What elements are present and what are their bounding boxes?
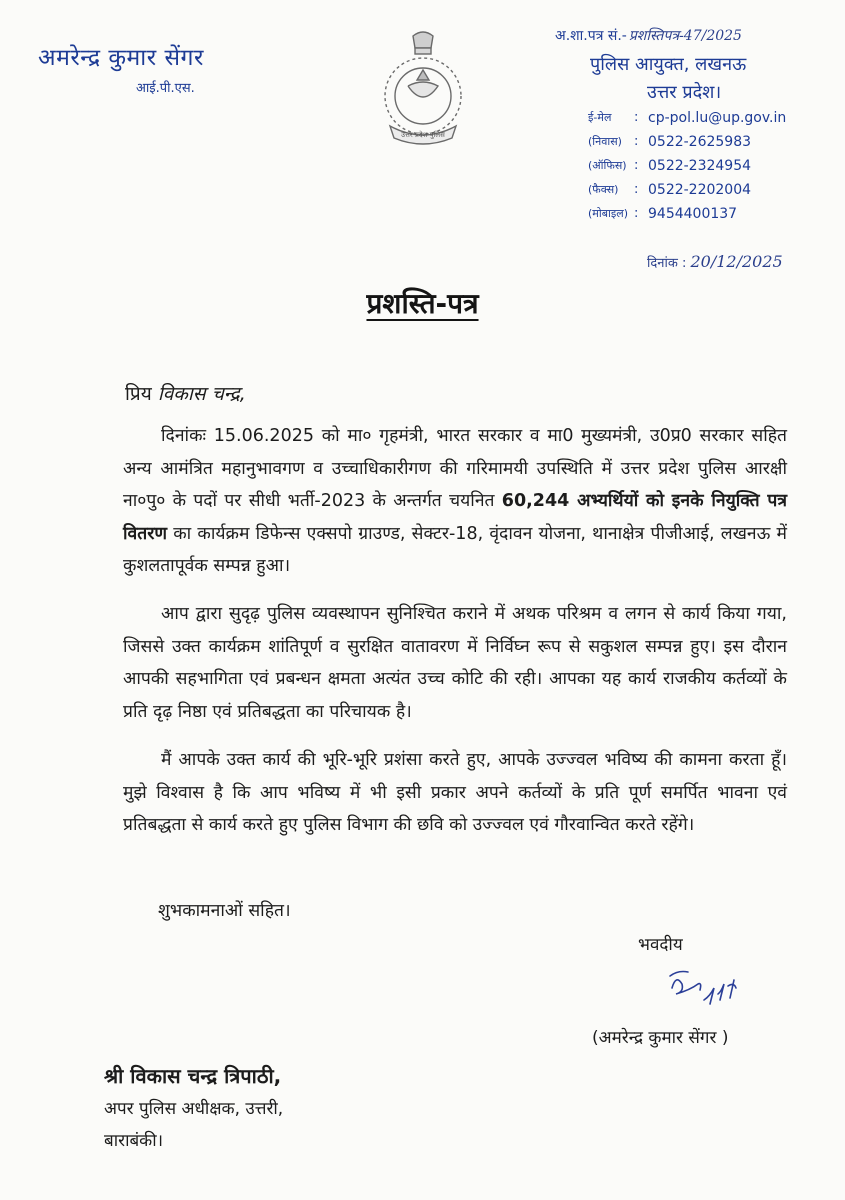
date-value: 20/12/2025 [690,252,783,271]
reference-value: प्रशस्तिपत्र-47/2025 [628,28,742,44]
contact-label: (मोबाइल) [588,207,628,220]
paragraph-event [123,420,787,583]
paragraph-wishes [123,744,787,842]
salutation [125,380,246,406]
date-label: दिनांक : [647,256,687,271]
letter-date [647,252,783,271]
reference-label: अ.शा.पत्र सं.- [555,28,627,44]
document-title [0,284,845,322]
contact-office: (ऑफिस) : 0522-2324954 [588,154,786,178]
document-title-text: प्रशस्ति-पत्र [366,287,479,320]
contact-value: 0522-2324954 [648,158,752,174]
salutation-prefix: प्रिय [125,383,152,405]
valediction: भवदीय [638,935,683,955]
addressee-name: श्री विकास चन्द्र त्रिपाठी, [104,1064,282,1088]
contact-value: 9454400137 [648,206,738,222]
reference-number [555,26,742,45]
contact-value: 0522-2625983 [648,134,752,150]
paragraph-appreciation [123,598,787,728]
paragraph-event-text-a: दिनांकः 15.06.2025 को मा० गृहमंत्री, भारत सरकार व मा0 मुख्यमंत्री, उ0प्र0 सरकार सहित अन्य आमंत्रित महानुभावगण व उच्चाधिकारीगण की गरिमामयी उपस्थिति में उत्तर प्रदेश पुलिस आरक्षी ना०पु० के पदों पर सीधी भर्ती-2023 के अन्तर्गत चयनित [123,426,787,511]
up-police-emblem-icon [368,26,478,152]
contact-label: ई-मेल [588,111,612,124]
addressee-place: बाराबंकी। [104,1131,164,1151]
contact-label: (ऑफिस) [588,159,627,172]
contact-label: (फैक्स) [588,183,619,196]
contact-list [588,106,786,226]
paragraph-appreciation-text: आप द्वारा सुदृढ़ पुलिस व्यवस्थापन सुनिश्चित कराने में अथक परिश्रम व लगन से कार्य किया गया, जिससे उक्त कार्यक्रम शांतिपूर्ण व सुरक्षित वातावरण में निर्विघ्न रूप से सकुशल सम्पन्न हुए। इस दौरान आपकी सहभागिता एवं प्रबन्धन क्षमता अत्यंत उच्च कोटि की रही। आपका यह कार्य राजकीय कर्तव्यों के प्रति दृढ़ निष्ठा एवं प्रतिबद्धता का परिचायक है। [123,604,787,722]
contact-mobile: (मोबाइल) : 9454400137 [588,202,786,226]
contact-label: (निवास) [588,135,622,148]
contact-value: cp-pol.lu@up.gov.in [648,110,787,126]
paragraph-event-text-b: का कार्यक्रम डिफेन्स एक्सपो ग्राउण्ड, सेक्टर-18, वृंदावन योजना, थानाक्षेत्र पीजीआई, लखनऊ में कुशलतापूर्वक सम्पन्न हुआ। [123,523,787,576]
office-title: पुलिस आयुक्त, लखनऊ [590,54,747,75]
addressee-post: अपर पुलिस अधीक्षक, उत्तरी, [104,1099,284,1119]
signer-name: (अमरेन्द्र कुमार सेंगर ) [592,1028,729,1048]
paragraph-wishes-text: मैं आपके उक्त कार्य की भूरि-भूरि प्रशंसा करते हुए, आपके उज्ज्वल भविष्य की कामना करता हूँ। मुझे विश्वास है कि आप भविष्य में भी इसी प्रकार अपने कर्तव्यों के प्रति पूर्ण समर्पित भावना एवं प्रतिबद्धता से कार्य करते हुए पुलिस विभाग की छवि को उज्ज्वल एवं गौरवान्वित करते रहेंगे। [123,750,787,835]
contact-residence: (निवास) : 0522-2625983 [588,130,786,154]
closing-line: शुभकामनाओं सहित। [158,901,291,921]
paragraph-event-highlight: 60,244 अभ्यर्थियों को इनके नियुक्ति पत्र वितरण [123,491,787,544]
handwritten-signature [664,960,784,1018]
contact-fax: (फैक्स) : 0522-2202004 [588,178,786,202]
emblem-text: उत्तर प्रदेश पुलिस [401,131,445,139]
contact-email: ई-मेल : cp-pol.lu@up.gov.in [588,106,786,130]
salutation-name: विकास चन्द्र, [157,383,246,405]
officer-name: अमरेन्द्र कुमार सेंगर [38,45,204,71]
office-state: उत्तर प्रदेश। [647,82,722,103]
contact-value: 0522-2202004 [648,182,752,198]
officer-rank: आई.पी.एस. [136,81,195,96]
